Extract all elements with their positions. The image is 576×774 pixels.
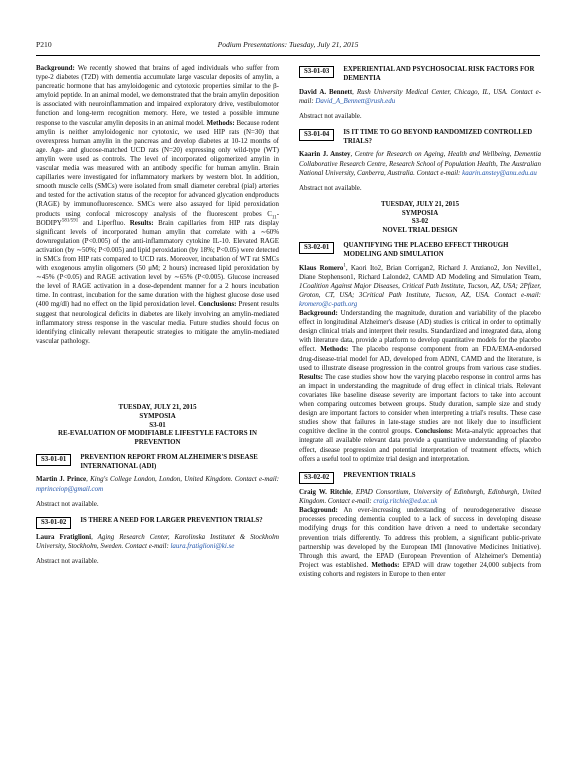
section-label-methods: Methods: xyxy=(206,118,235,127)
abstract-code: S3-02-02 xyxy=(299,472,334,484)
methods-text: Because rodent amylin is neither amyloidogenic nor cytotoxic, we used HIP rats (N=30) that overexpress human amylin in the pancreas and develop diabetes at 10-12 months of age. Age- and glucose-matched UCD rats (N=20) expressing only wild-type (WT) amylin were used as controls. The level of incorporated oligomerized amylin in vascular media was measured with an antibody specific for human amylin. Brain capillaries were investigated for inflammatory markers by western blot. In addition, smooth muscle cells (SMCs) were isolated from small diameter cerebral (pial) arteries and tested for the activation status of the receptor for advanced glycation endproducts (RAGE) by immunofluorescence. SMCs were also assayed for lipid peroxidation products using confocal microscopy analysis of the fluorescent probes C xyxy=(36,118,279,218)
abstract-heading xyxy=(299,129,541,147)
abstract-not-available: Abstract not available. xyxy=(299,183,362,192)
abstract-title: PREVENTION TRIALS xyxy=(343,471,416,479)
session-type: SYMPOSIA xyxy=(401,209,439,217)
superscript: 581/591 xyxy=(61,218,79,224)
abstract-not-available: Abstract not available. xyxy=(299,111,362,120)
contact-label: Contact e-mail: xyxy=(326,497,374,506)
background-text: We recently showed that brains of aged individuals who suffer from type-2 diabetes (T2D) with dementia accumulate large vascular deposits of amylin, a pancreatic hormone that has amyloidogenic and cytotoxic properties similar to the β-amyloid peptide. In an animal model, we demonstrated that the brain amylin deposition is associated with neuroinflammation and impaired exploratory drive, vestibulomotor function and long-term recognition memory. Here, we tested a possible immune response to the vascular amylin deposits in an animal model. xyxy=(36,64,279,127)
results-text: The case studies show how the varying placebo response in control arms has an impact in understanding the magnitude of drug effect in clinical trials. Relevant covariates like baseline disease severity are important factors to take into account when comparing outcomes between groups. Study duration, sample size and study design are important factors to consider when interpreting a trial's results. These case studies show that failures in late-stage studies are not likely due to insufficient cognitive decline in the control groups. xyxy=(299,372,541,436)
session-heading xyxy=(36,404,279,448)
abstract-body xyxy=(299,506,541,579)
background-text: Understanding the magnitude, duration and variability of the placebo effect in longitudinal Alzheimer's disease (AD) studies is critical in order to optimally design clinical trials and interpret their results. Standardized and integrated data, along with literature data, provide a platform to develop quantitative models for the placebo effect. xyxy=(299,309,541,354)
page-header xyxy=(36,40,540,54)
author-line xyxy=(299,488,541,506)
session-title: NOVEL TRIAL DESIGN xyxy=(382,227,458,235)
abstract-heading xyxy=(299,242,541,260)
abstract-code: S3-01-04 xyxy=(299,129,334,141)
abstract-heading xyxy=(299,472,541,484)
abstract-body xyxy=(36,64,279,346)
abstract-title: PREVENTION REPORT FROM ALZHEIMER'S DISEASE INTERNATIONAL (ADI) xyxy=(80,453,258,470)
abstract-not-available: Abstract not available. xyxy=(36,557,99,566)
section-label-background: Background: xyxy=(299,506,338,515)
author-line xyxy=(36,533,279,551)
session-code: S3-02 xyxy=(411,218,429,226)
author-affiliation: 1Coalition Against Major Diseases, Critical Path Institute, Tucson, AZ, USA; 2Pfizer, Groton, CT, USA; 3Critical Path Institute, Tucson, AZ, USA. xyxy=(299,281,541,299)
abstract-heading xyxy=(299,66,541,84)
email-link[interactable]: craig.ritchie@ed.ac.uk xyxy=(373,497,438,506)
header-rule xyxy=(36,55,540,56)
email-link[interactable]: mprinceiop@gmail.com xyxy=(36,484,104,493)
author-affiliation: , EPAD Consortium, University of Edinburgh, Edinburgh, United Kingdom. xyxy=(299,488,541,506)
abstract-title: IS IT TIME TO GO BEYOND RANDOMIZED CONTROLLED TRIALS? xyxy=(343,128,533,145)
author-line xyxy=(36,475,279,493)
email-link[interactable]: kaarin.anstey@anu.edu.au xyxy=(462,168,537,177)
section-label-results: Results: xyxy=(299,372,323,381)
coauthors: , Kaori Ito2, Brian Corrigan2, Richard J. Anziano2, Jon Neville1, Diane Stephenson1, Richard Lalonde2, CAMD AD Modeling and Simulation Team, xyxy=(299,263,541,281)
abstract-heading xyxy=(36,517,279,529)
author-line xyxy=(299,264,541,309)
author-name: David A. Bennett xyxy=(299,87,353,96)
methods-text: EPAD will draw together 24,000 subjects from existing cohorts and registers in Europe to then enter xyxy=(299,560,541,578)
abstract-code: S3-01-02 xyxy=(36,517,71,529)
author-name: Craig W. Ritchie xyxy=(299,488,352,497)
section-label-methods: Methods: xyxy=(371,560,400,569)
section-label-background: Background: xyxy=(36,64,75,72)
conclusions-text: Meta-analytic approaches that integrate all available relevant data provide a quantitative understanding of placebo effect, disease progression and potential interpretation of treatment effects, which offers a useful tool to optimize trial design and interpretation. xyxy=(299,427,541,463)
author-affiliation: , Rush University Medical Center, Chicago, IL, USA. xyxy=(352,87,508,96)
email-link[interactable]: kromero@c-path.org xyxy=(299,300,358,308)
abstract-code: S3-02-01 xyxy=(299,242,334,254)
author-affiliation: , King's College London, London, United Kingdom. xyxy=(86,475,233,484)
author-affiliation: , Centre for Research on Ageing, Health and Wellbeing, Dementia Collaborative Research Centre, Research School of Population Health, The Australian National University, Canberra, Australia. xyxy=(299,150,541,177)
section-label-results: Results: xyxy=(129,218,154,227)
author-line xyxy=(299,88,541,106)
right-column xyxy=(299,64,541,768)
abstract-title: IS THERE A NEED FOR LARGER PREVENTION TRIALS? xyxy=(80,516,263,524)
running-head: Podium Presentations: Tuesday, July 21, 2015 xyxy=(217,40,359,49)
session-date: TUESDAY, JULY 21, 2015 xyxy=(118,403,197,411)
abstract-heading xyxy=(36,454,279,472)
contact-label: Contact e-mail: xyxy=(234,475,279,484)
section-label-conclusions: Conclusions: xyxy=(414,427,453,436)
abstract-not-available: Abstract not available. xyxy=(36,499,99,508)
background-text: An ever-increasing understanding of neurodegenerative disease processes preceding dementia coupled to a lack of success in developing disease modifying drugs for this condition have driven a need to undertake secondary prevention trials differently. To address this problem, a significant public-private partnership was developed by the European IMI (Innovative Medicines Initiative). Through this award, the EPAD (European Prevention of Alzheimer's Dementia) Project was established. xyxy=(299,506,541,569)
results-text: Brain capillaries from HIP rats display significant levels of incorporated human amylin that correlate with a ∼60% downregulation (P<0.005) of the anti-inflammatory cytokine IL-10. Elevated RAGE activation (by ∼50%; P<0.005) and lipid peroxidation (by 18%; P<0.05) were detected in SMCs from HIP rats compared to UCD rats. Moreover, incubation of WT rat SMCs with exogenous amylin oligomers (50 μM; 2 hours) increased lipid peroxidation by ∼45% (P<0.05) and RAGE activation level by ∼65% (P<0.005). Glucose increased the level of RAGE activation in a dose-dependent manner for a 2 hours incubation time. In contrast, incubation for the same duration with the highest glucose dose used (400 mg/dl) had no effect on the lipid peroxidation level. xyxy=(36,218,279,309)
author-name: Laura Fratiglioni xyxy=(36,533,92,542)
contact-label: Contact e-mail: xyxy=(416,168,463,177)
author-affiliation: , Aging Research Center, Karolinska Institutet & Stockholm University, Stockholm, Sweden. xyxy=(36,533,279,551)
email-link[interactable]: David_A_Bennett@rush.edu xyxy=(315,96,396,105)
abstract-code: S3-01-01 xyxy=(36,454,71,466)
section-label-methods: Methods: xyxy=(320,345,349,354)
session-code: S3-01 xyxy=(149,421,166,429)
email-link[interactable]: laura.fratiglioni@ki.se xyxy=(170,542,235,551)
author-line xyxy=(299,150,541,177)
session-heading xyxy=(299,201,541,236)
author-superscript: 1 xyxy=(343,263,346,269)
left-column xyxy=(36,64,279,768)
author-name: Klaus Romero xyxy=(299,263,344,272)
session-date: TUESDAY, JULY 21, 2015 xyxy=(380,200,460,208)
page-number: P210 xyxy=(36,40,52,49)
methods-text: The placebo response component from an FDA/EMA-endorsed drug-disease-trial model for AD, developed from ADNI, CAMD and the literature, is used to illustrate disease progression in the control groups from various case studies. xyxy=(299,345,541,372)
abstract-title: QUANTIFYING THE PLACEBO EFFECT THROUGH MODELING AND SIMULATION xyxy=(343,242,509,258)
methods-text-end: and Liperfluo. xyxy=(78,218,126,227)
subscript: 11 xyxy=(271,214,277,220)
methods-text-probe: -BODIPY xyxy=(36,209,279,227)
session-type: SYMPOSIA xyxy=(139,412,176,420)
spacer xyxy=(36,346,279,400)
contact-label: Contact e-mail: xyxy=(299,87,541,105)
contact-label: Contact e-mail: xyxy=(489,290,541,299)
contact-label: Contact e-mail: xyxy=(125,542,171,551)
conclusions-text: Present results suggest that neurological deficits in diabetes are likely involving an amylin-mediated inflammatory stress response in the vascular media. Future studies should focus on identifying clinically relevant therapeutic strategies to mitigate the amylin-mediated vascular pathology. xyxy=(36,300,279,345)
abstract-body xyxy=(299,309,541,464)
author-name: Kaarin J. Anstey xyxy=(299,150,351,159)
section-label-conclusions: Conclusions: xyxy=(198,300,237,309)
session-title: RE-EVALUATION OF MODIFIABLE LIFESTYLE FACTORS IN PREVENTION xyxy=(58,430,257,447)
abstract-code: S3-01-03 xyxy=(299,66,334,78)
abstract-title: EXPERIENTIAL AND PSYCHOSOCIAL RISK FACTORS FOR DEMENTIA xyxy=(343,66,535,82)
section-label-background: Background: xyxy=(299,309,338,318)
author-name: Martin J. Prince xyxy=(36,475,87,484)
